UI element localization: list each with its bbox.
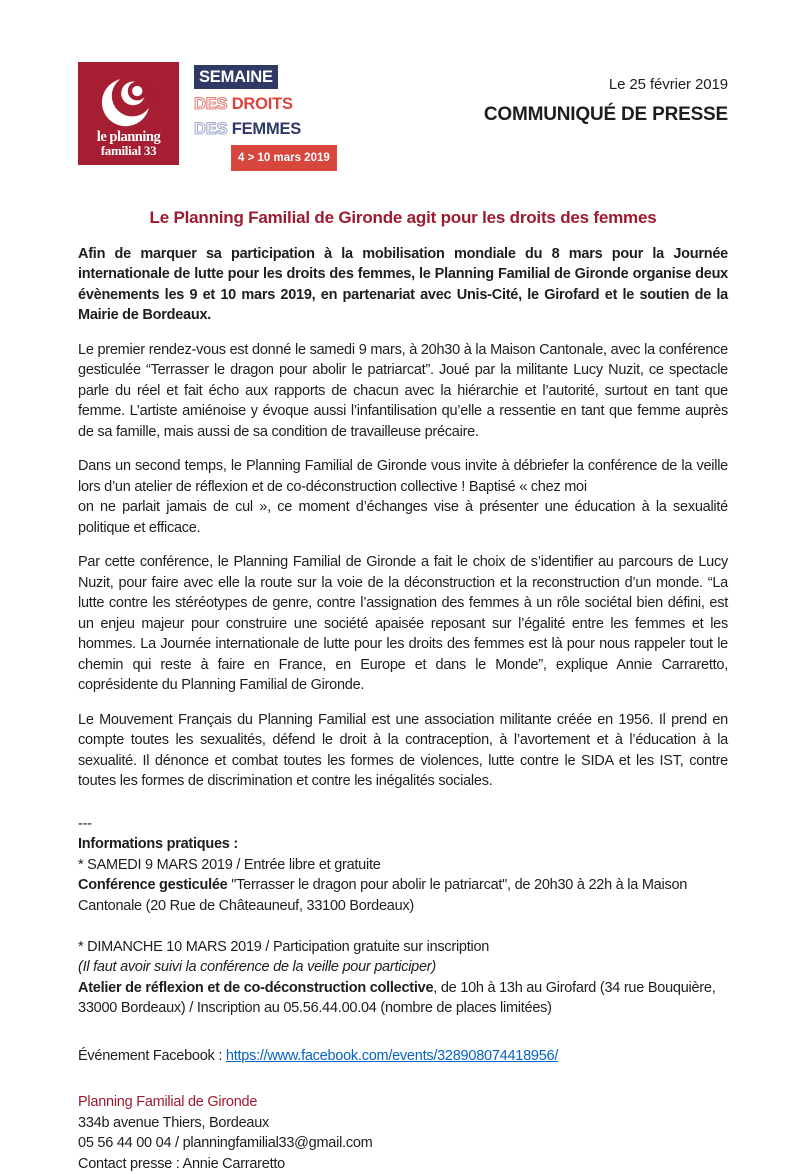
document-type-heading: COMMUNIQUÉ DE PRESSE	[484, 105, 728, 126]
logo-text-line2: familial 33	[97, 144, 160, 158]
date-range-banner: 4 > 10 mars 2019	[231, 145, 337, 172]
paragraph-3	[78, 456, 728, 538]
femmes-word: FEMMES	[232, 120, 301, 138]
droits-word: DROITS	[232, 95, 293, 113]
planning-familial-rose-icon	[88, 68, 170, 132]
semaine-word: SEMAINE	[194, 65, 278, 89]
saturday-line: * SAMEDI 9 MARS 2019 / Entrée libre et gratuite	[78, 855, 728, 876]
paragraph-2: Le premier rendez-vous est donné le samedi 9 mars, à 20h30 à la Maison Cantonale, avec la conférence gesticulée “Terrasser le dragon pour abolir le patriarcat”. Joué par la militante Lucy Nuzit, ce spectacle parle du réel et fait écho aux rapports de chacun avec la hiérarchie et l’autorité, surtout en tant que femme. L’artiste amiénoise y évoque aussi l’infantilisation qu’elle a ressentie en tant que femme auprès de sa famille, mais aussi de sa condition de travailleuse précaire.	[78, 340, 728, 443]
header	[78, 62, 728, 171]
practical-info-section	[78, 814, 728, 1019]
workshop-line	[78, 978, 728, 1019]
conference-label: Conférence gesticulée	[78, 877, 227, 893]
des-femmes-line	[194, 119, 337, 140]
workshop-details: , de 10h à 13h au Girofard (34 rue Bouquière, 33000 Bordeaux) / Inscription au 05.56.44.00.04 (nombre de places limitées)	[78, 980, 715, 1017]
paragraph-3-part2: on ne parlait jamais de cul », ce moment d’échanges vise à présenter une éducation à la sexualité politique et efficace.	[78, 499, 728, 536]
press-contact: Contact presse : Annie Carraretto	[78, 1154, 728, 1174]
planning-familial-logo	[78, 62, 179, 165]
spacer	[78, 916, 728, 937]
phone-and-email: 05 56 44 00 04 / planningfamilial33@gmail.com	[78, 1133, 728, 1154]
sunday-line: * DIMANCHE 10 MARS 2019 / Participation gratuite sur inscription	[78, 937, 728, 958]
header-right	[484, 62, 728, 125]
contact-block	[78, 1092, 728, 1174]
facebook-label: Événement Facebook :	[78, 1048, 226, 1064]
conference-details: "Terrasser le dragon pour abolir le patriarcat", de 20h30 à 22h à la Maison Cantonale (20 Rue de Châteauneuf, 33100 Bordeaux)	[78, 877, 687, 914]
practical-info-heading: Informations pratiques :	[78, 834, 728, 855]
logos	[78, 62, 337, 171]
des-outline-blue: DES	[194, 120, 227, 138]
main-title: Le Planning Familial de Gironde agit pour les droits des femmes	[78, 208, 728, 229]
semaine-droits-femmes-logo	[194, 62, 337, 171]
conference-line	[78, 875, 728, 916]
separator-dashes: ---	[78, 814, 728, 835]
participation-condition: (Il faut avoir suivi la conférence de la veille pour participer)	[78, 957, 728, 978]
workshop-label: Atelier de réflexion et de co-déconstruction collective	[78, 980, 433, 996]
logo-text-line1: le planning	[97, 130, 160, 144]
des-outline-red: DES	[194, 95, 227, 113]
paragraph-3-part1: Dans un second temps, le Planning Familial de Gironde vous invite à débriefer la conférence de la veille lors d’un atelier de réflexion et de co-déconstruction collective ! Baptisé « chez moi	[78, 458, 728, 495]
paragraph-5: Le Mouvement Français du Planning Familial est une association militante créée en 1956. Il prend en compte toutes les sexualités, défend le droit à la contraception, à l’avortement et à l’éducation à la sexualité. Il dénonce et combat toutes les formes de violences, lutte contre le SIDA et les IST, contre toutes les formes de discrimination et contre les inégalités sociales.	[78, 710, 728, 792]
facebook-event-link[interactable]: https://www.facebook.com/events/328908074418956/	[226, 1048, 558, 1064]
organization-name: Planning Familial de Gironde	[78, 1092, 728, 1113]
des-droits-line	[194, 94, 337, 115]
paragraph-4: Par cette conférence, le Planning Familial de Gironde a fait le choix de s’identifier au parcours de Lucy Nuzit, pour faire avec elle la route sur la voie de la déconstruction et la reconstruction d’un monde. “La lutte contre les stéréotypes de genre, contre l’assignation des femmes à un rôle sociétal bien défini, est un enjeu majeur pour construire une société apaisée reposant sur l’égalité entre les femmes et les hommes. La Journée internationale de lutte pour les droits des femmes est là pour nous rappeler tout le chemin qui reste à faire en France, en Europe et dans le Monde”, explique Annie Carraretto, coprésidente du Planning Familial de Gironde.	[78, 552, 728, 696]
facebook-event-line	[78, 1046, 728, 1067]
intro-paragraph: Afin de marquer sa participation à la mobilisation mondiale du 8 mars pour la Journée internationale de lutte pour les droits des femmes, le Planning Familial de Gironde organise deux évènements les 9 et 10 mars 2019, en partenariat avec Unis-Cité, le Girofard et le soutien de la Mairie de Bordeaux.	[78, 244, 728, 326]
organization-address: 334b avenue Thiers, Bordeaux	[78, 1113, 728, 1134]
release-date: Le 25 février 2019	[484, 75, 728, 96]
planning-familial-logo-text	[97, 130, 160, 158]
